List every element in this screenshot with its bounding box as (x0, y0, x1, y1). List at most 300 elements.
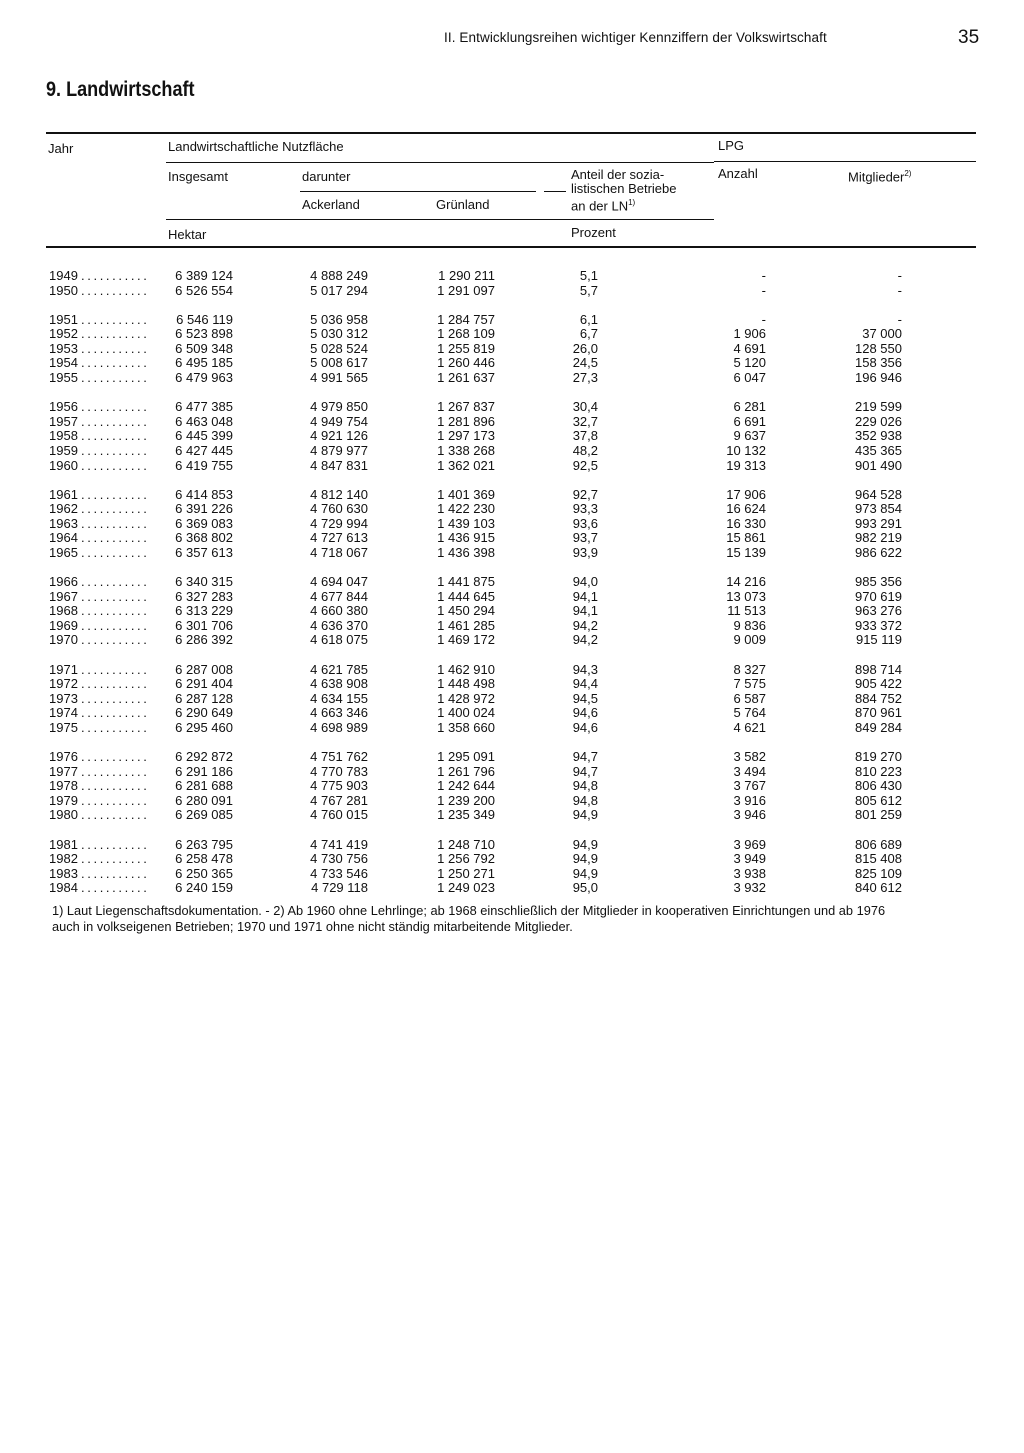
cell-mitglieder: 933 372 (855, 617, 902, 633)
darunter-mark-rule (544, 191, 566, 192)
cell-anteil: 94,2 (572, 617, 598, 633)
table-row (0, 750, 1024, 765)
cell-anteil: 94,5 (572, 690, 598, 706)
cell-anzahl: 15 861 (726, 530, 766, 546)
cell-insgesamt: 6 368 802 (175, 530, 233, 546)
cell-ackerland: 4 698 989 (310, 719, 368, 735)
cell-insgesamt: 6 269 085 (175, 807, 233, 823)
cell-insgesamt: 6 389 124 (175, 268, 233, 283)
cell-anteil: 94,7 (572, 749, 598, 765)
cell-mitglieder: 158 356 (855, 355, 902, 371)
cell-ackerland: 4 888 249 (310, 268, 368, 283)
cell-ackerland: 4 730 756 (310, 851, 368, 867)
cell-ackerland: 4 751 762 (310, 749, 368, 765)
cell-anzahl: - (761, 311, 766, 327)
header-anteil-line2: listischen Betriebe (571, 181, 677, 196)
cell-gruenland: 1 239 200 (437, 792, 495, 808)
cell-ackerland: 4 949 754 (310, 413, 368, 429)
cell-jahr: 1956 . . . (49, 400, 149, 415)
cell-anzahl: 6 047 (733, 370, 766, 386)
cell-anzahl: 5 120 (733, 355, 766, 371)
cell-anzahl: 8 327 (733, 661, 766, 677)
cell-mitglieder: 915 119 (855, 632, 902, 648)
cell-gruenland: 1 249 023 (437, 880, 495, 896)
header-mitglieder (848, 167, 911, 184)
cell-insgesamt: 6 250 365 (175, 865, 233, 881)
running-header: II. Entwicklungsreihen wichtiger Kennziffern der Volkswirtschaft (444, 30, 827, 45)
cell-mitglieder: 805 612 (855, 792, 902, 808)
cell-insgesamt: 6 369 083 (175, 515, 233, 531)
table-row (0, 838, 1024, 853)
cell-insgesamt: 6 477 385 (175, 399, 233, 415)
cell-anzahl: 3 767 (733, 778, 766, 794)
table-head-bottom-rule (46, 246, 976, 248)
cell-mitglieder: 806 430 (855, 778, 902, 794)
cell-mitglieder: 815 408 (855, 851, 902, 867)
cell-anteil: 94,6 (572, 719, 598, 735)
cell-jahr: 1968 . . . (49, 604, 149, 619)
cell-gruenland: 1 401 369 (437, 486, 495, 502)
cell-anteil: 93,6 (572, 515, 598, 531)
cell-mitglieder: 435 365 (855, 442, 902, 458)
cell-anteil: 6,7 (579, 326, 598, 342)
cell-mitglieder: 801 259 (855, 807, 902, 823)
cell-ackerland: 4 770 783 (310, 763, 368, 779)
cell-anteil: 93,7 (572, 530, 598, 546)
header-darunter: darunter (302, 169, 351, 184)
cell-jahr: 1972 . . . (49, 677, 149, 692)
cell-anzahl: 17 906 (726, 486, 766, 502)
table-row (0, 313, 1024, 328)
cell-insgesamt: 6 292 872 (175, 749, 233, 765)
table-row (0, 575, 1024, 590)
cell-jahr: 1973 . . . (49, 692, 149, 707)
cell-ackerland: 4 879 977 (310, 442, 368, 458)
cell-ackerland: 4 638 908 (310, 676, 368, 692)
table-row (0, 867, 1024, 882)
table-row-group (0, 269, 1024, 298)
cell-insgesamt: 6 258 478 (175, 851, 233, 867)
table-row-group (0, 313, 1024, 386)
cell-gruenland: 1 295 091 (437, 749, 495, 765)
cell-mitglieder: 849 284 (855, 719, 902, 735)
cell-insgesamt: 6 509 348 (175, 340, 233, 356)
table-row (0, 881, 1024, 896)
cell-anzahl: 6 281 (733, 399, 766, 415)
table-row (0, 692, 1024, 707)
table-row (0, 371, 1024, 386)
header-gruenland: Grünland (436, 197, 490, 212)
darunter-sub-rule (300, 191, 536, 192)
cell-gruenland: 1 235 349 (437, 807, 495, 823)
header-prozent: Prozent (571, 225, 616, 240)
cell-anteil: 94,2 (572, 632, 598, 648)
cell-anteil: 94,9 (572, 807, 598, 823)
table-row (0, 517, 1024, 532)
cell-insgesamt: 6 523 898 (175, 326, 233, 342)
cell-jahr: 1983 . . . (49, 867, 149, 882)
cell-gruenland: 1 291 097 (437, 282, 495, 298)
cell-jahr: 1982 . . . (49, 852, 149, 867)
cell-anteil: 94,0 (572, 574, 598, 590)
cell-anteil: 5,1 (579, 268, 598, 283)
cell-insgesamt: 6 313 229 (175, 603, 233, 619)
footnote-line2: auch in volkseigenen Betrieben; 1970 und 1971 ohne nicht ständig mitarbeitende Mitglieder. (52, 919, 573, 934)
cell-jahr: 1955 . . . (49, 371, 149, 386)
cell-mitglieder: 219 599 (855, 399, 902, 415)
cell-jahr: 1962 . . . (49, 502, 149, 517)
cell-gruenland: 1 358 660 (437, 719, 495, 735)
cell-insgesamt: 6 479 963 (175, 370, 233, 386)
cell-anzahl: 9 009 (733, 632, 766, 648)
cell-anzahl: 16 330 (726, 515, 766, 531)
cell-anzahl: 14 216 (726, 574, 766, 590)
cell-jahr: 1961 . . . (49, 488, 149, 503)
header-ackerland: Ackerland (302, 197, 360, 212)
cell-insgesamt: 6 495 185 (175, 355, 233, 371)
cell-mitglieder: 352 938 (855, 428, 902, 444)
cell-insgesamt: 6 427 445 (175, 442, 233, 458)
cell-anzahl: 16 624 (726, 501, 766, 517)
table-row-group (0, 488, 1024, 561)
header-insgesamt: Insgesamt (168, 169, 228, 184)
cell-gruenland: 1 255 819 (437, 340, 495, 356)
cell-insgesamt: 6 445 399 (175, 428, 233, 444)
cell-ackerland: 4 767 281 (310, 792, 368, 808)
section-title: 9. Landwirtschaft (46, 78, 195, 101)
cell-mitglieder: 901 490 (855, 457, 902, 473)
cell-gruenland: 1 444 645 (437, 588, 495, 604)
cell-gruenland: 1 422 230 (437, 501, 495, 517)
cell-anzahl: 19 313 (726, 457, 766, 473)
table-row (0, 677, 1024, 692)
header-mitglieder-text: Mitglieder (848, 169, 905, 185)
cell-insgesamt: 6 286 392 (175, 632, 233, 648)
cell-gruenland: 1 261 796 (437, 763, 495, 779)
cell-anzahl: 9 836 (733, 617, 766, 633)
cell-gruenland: 1 338 268 (437, 442, 495, 458)
cell-insgesamt: 6 301 706 (175, 617, 233, 633)
cell-anzahl: - (761, 268, 766, 283)
cell-insgesamt: 6 240 159 (175, 880, 233, 896)
cell-anzahl: 3 969 (733, 836, 766, 852)
cell-anzahl: 1 906 (733, 326, 766, 342)
footnote-line1: 1) Laut Liegenschaftsdokumentation. - 2) Ab 1960 ohne Lehrlinge; ab 1968 einschließlich der Mitglieder in kooperativen Einrichtungen und ab 1976 (52, 903, 886, 918)
cell-ackerland: 4 694 047 (310, 574, 368, 590)
cell-gruenland: 1 297 173 (437, 428, 495, 444)
cell-insgesamt: 6 419 755 (175, 457, 233, 473)
cell-mitglieder: - (897, 268, 902, 283)
cell-gruenland: 1 268 109 (437, 326, 495, 342)
cell-jahr: 1981 . . . (49, 838, 149, 853)
cell-anzahl: 5 764 (733, 705, 766, 721)
footnote-ref-1: 1) (628, 198, 636, 207)
cell-anteil: 24,5 (572, 355, 598, 371)
cell-mitglieder: 810 223 (855, 763, 902, 779)
table-row (0, 488, 1024, 503)
cell-gruenland: 1 469 172 (437, 632, 495, 648)
cell-jahr: 1978 . . . (49, 779, 149, 794)
cell-mitglieder: 229 026 (855, 413, 902, 429)
cell-ackerland: 4 733 546 (310, 865, 368, 881)
cell-gruenland: 1 362 021 (437, 457, 495, 473)
cell-jahr: 1974 . . . (49, 706, 149, 721)
table-row (0, 546, 1024, 561)
header-anzahl: Anzahl (718, 166, 758, 181)
cell-gruenland: 1 261 637 (437, 370, 495, 386)
cell-jahr: 1966 . . . (49, 575, 149, 590)
cell-ackerland: 4 979 850 (310, 399, 368, 415)
cell-jahr: 1949 . . . (49, 269, 149, 284)
cell-anteil: 94,8 (572, 792, 598, 808)
table-row (0, 342, 1024, 357)
cell-anteil: 94,9 (572, 836, 598, 852)
cell-mitglieder: 898 714 (855, 661, 902, 677)
table-row (0, 502, 1024, 517)
cell-insgesamt: 6 291 186 (175, 763, 233, 779)
cell-anteil: 94,9 (572, 851, 598, 867)
table-row (0, 765, 1024, 780)
cell-anteil: 94,7 (572, 763, 598, 779)
cell-gruenland: 1 242 644 (437, 778, 495, 794)
table-row-group (0, 400, 1024, 473)
header-anteil-line3-text: an der LN (571, 198, 629, 214)
nutzflaeche-sub-rule (166, 162, 714, 163)
cell-gruenland: 1 400 024 (437, 705, 495, 721)
cell-gruenland: 1 250 271 (437, 865, 495, 881)
cell-insgesamt: 6 526 554 (175, 282, 233, 298)
cell-ackerland: 5 017 294 (310, 282, 368, 298)
cell-anzahl: 3 949 (733, 851, 766, 867)
footnote-ref-2: 2) (904, 169, 912, 178)
cell-gruenland: 1 436 915 (437, 530, 495, 546)
cell-jahr: 1964 . . . (49, 531, 149, 546)
cell-jahr: 1952 . . . (49, 327, 149, 342)
cell-gruenland: 1 281 896 (437, 413, 495, 429)
cell-mitglieder: - (897, 311, 902, 327)
cell-jahr: 1951 . . . (49, 313, 149, 328)
page-number: 35 (958, 27, 980, 48)
cell-mitglieder: 806 689 (855, 836, 902, 852)
cell-insgesamt: 6 546 119 (176, 311, 233, 327)
cell-mitglieder: 884 752 (855, 690, 902, 706)
header-anteil (571, 168, 677, 213)
table-row (0, 400, 1024, 415)
cell-anteil: 48,2 (572, 442, 598, 458)
table-row (0, 429, 1024, 444)
cell-anzahl: 3 946 (733, 807, 766, 823)
table-row (0, 531, 1024, 546)
cell-gruenland: 1 461 285 (437, 617, 495, 633)
cell-gruenland: 1 428 972 (437, 690, 495, 706)
table-row (0, 356, 1024, 371)
table-row (0, 284, 1024, 299)
cell-ackerland: 4 921 126 (310, 428, 368, 444)
cell-insgesamt: 6 287 128 (175, 690, 233, 706)
cell-jahr: 1965 . . . (49, 546, 149, 561)
cell-anzahl: 6 691 (733, 413, 766, 429)
cell-insgesamt: 6 295 460 (175, 719, 233, 735)
cell-gruenland: 1 462 910 (437, 661, 495, 677)
cell-anzahl: 15 139 (726, 545, 766, 560)
cell-insgesamt: 6 291 404 (175, 676, 233, 692)
cell-gruenland: 1 248 710 (437, 836, 495, 852)
cell-mitglieder: 970 619 (855, 588, 902, 604)
cell-anzahl: - (761, 282, 766, 298)
cell-jahr: 1984 . . . (49, 881, 149, 896)
cell-mitglieder: 964 528 (855, 486, 902, 502)
header-hektar: Hektar (168, 227, 207, 242)
cell-anteil: 94,4 (572, 676, 598, 692)
cell-anteil: 5,7 (579, 282, 598, 298)
cell-ackerland: 4 621 785 (310, 661, 368, 677)
cell-ackerland: 4 634 155 (310, 690, 368, 706)
cell-jahr: 1959 . . . (49, 444, 149, 459)
table-row (0, 459, 1024, 474)
table-row (0, 327, 1024, 342)
cell-ackerland: 4 663 346 (310, 705, 368, 721)
cell-mitglieder: 985 356 (855, 574, 902, 590)
cell-ackerland: 4 991 565 (310, 370, 368, 386)
table-body (0, 269, 1024, 910)
cell-anteil: 94,9 (572, 865, 598, 881)
cell-ackerland: 4 677 844 (310, 588, 368, 604)
table-row-group (0, 575, 1024, 648)
cell-insgesamt: 6 357 613 (175, 545, 233, 560)
cell-jahr: 1980 . . . (49, 808, 149, 823)
header-lpg: LPG (718, 138, 745, 153)
table-row (0, 619, 1024, 634)
cell-gruenland: 1 256 792 (437, 851, 495, 867)
cell-anteil: 93,9 (572, 545, 598, 560)
header-anteil-line1: Anteil der sozia- (571, 167, 665, 182)
cell-insgesamt: 6 290 649 (175, 705, 233, 721)
cell-ackerland: 5 028 524 (310, 340, 368, 356)
cell-ackerland: 4 812 140 (310, 486, 368, 502)
cell-ackerland: 4 727 613 (310, 530, 368, 546)
cell-anteil: 94,3 (572, 661, 598, 677)
lpg-sub-rule (714, 161, 976, 162)
cell-anteil: 92,5 (572, 457, 598, 473)
cell-anzahl: 3 932 (733, 880, 766, 896)
table-top-rule (46, 132, 976, 134)
table-row-group (0, 838, 1024, 896)
cell-anzahl: 4 691 (733, 340, 766, 356)
cell-ackerland: 4 618 075 (310, 632, 368, 648)
cell-anteil: 94,6 (572, 705, 598, 721)
cell-mitglieder: 37 000 (862, 326, 902, 342)
cell-anteil: 26,0 (572, 340, 598, 356)
cell-anzahl: 3 494 (733, 763, 766, 779)
table-row (0, 808, 1024, 823)
cell-anzahl: 11 513 (727, 603, 766, 619)
cell-jahr: 1950 . . . (49, 284, 149, 299)
cell-jahr: 1963 . . . (49, 517, 149, 532)
cell-mitglieder: 870 961 (855, 705, 902, 721)
cell-jahr: 1971 . . . (49, 663, 149, 678)
cell-mitglieder: - (897, 282, 902, 298)
cell-ackerland: 4 760 015 (310, 807, 368, 823)
cell-anteil: 94,8 (572, 778, 598, 794)
cell-mitglieder: 825 109 (855, 865, 902, 881)
cell-jahr: 1957 . . . (49, 415, 149, 430)
cell-anzahl: 9 637 (733, 428, 766, 444)
cell-gruenland: 1 450 294 (437, 603, 495, 619)
cell-gruenland: 1 260 446 (437, 355, 495, 371)
cell-jahr: 1975 . . . (49, 721, 149, 736)
cell-insgesamt: 6 327 283 (175, 588, 233, 604)
cell-jahr: 1979 . . . (49, 794, 149, 809)
cell-ackerland: 4 741 419 (310, 836, 368, 852)
cell-insgesamt: 6 463 048 (175, 413, 233, 429)
cell-anteil: 32,7 (572, 413, 598, 429)
cell-jahr: 1970 . . . (49, 633, 149, 648)
cell-anteil: 94,1 (572, 603, 598, 619)
cell-anzahl: 10 132 (726, 442, 766, 458)
cell-anteil: 30,4 (572, 399, 598, 415)
cell-jahr: 1960 . . . (49, 459, 149, 474)
cell-mitglieder: 840 612 (855, 880, 902, 896)
table-row (0, 721, 1024, 736)
cell-jahr: 1967 . . . (49, 590, 149, 605)
cell-gruenland: 1 436 398 (437, 545, 495, 560)
table-row (0, 444, 1024, 459)
cell-gruenland: 1 284 757 (437, 311, 495, 327)
cell-gruenland: 1 267 837 (437, 399, 495, 415)
table-row (0, 794, 1024, 809)
table-row (0, 663, 1024, 678)
cell-anteil: 37,8 (572, 428, 598, 444)
header-anteil-line3 (571, 196, 677, 213)
header-jahr: Jahr (48, 141, 74, 156)
table-row-group (0, 750, 1024, 823)
cell-anteil: 94,1 (572, 588, 598, 604)
cell-anteil: 6,1 (579, 311, 598, 327)
cell-jahr: 1954 . . . (49, 356, 149, 371)
cell-anzahl: 3 938 (733, 865, 766, 881)
footnote (52, 903, 992, 935)
cell-jahr: 1953 . . . (49, 342, 149, 357)
table-row (0, 269, 1024, 284)
cell-gruenland: 1 290 211 (438, 268, 495, 283)
cell-insgesamt: 6 263 795 (175, 836, 233, 852)
cell-insgesamt: 6 280 091 (175, 792, 233, 808)
cell-insgesamt: 6 340 315 (175, 574, 233, 590)
cell-mitglieder: 905 422 (855, 676, 902, 692)
table-row (0, 779, 1024, 794)
table-row (0, 604, 1024, 619)
cell-jahr: 1976 . . . (49, 750, 149, 765)
cell-jahr: 1958 . . . (49, 429, 149, 444)
cell-mitglieder: 993 291 (855, 515, 902, 531)
cell-anzahl: 3 582 (733, 749, 766, 765)
header-nutzflaeche: Landwirtschaftliche Nutzfläche (168, 139, 344, 154)
cell-gruenland: 1 439 103 (437, 515, 495, 531)
cell-ackerland: 4 729 118 (311, 880, 368, 896)
table-row (0, 590, 1024, 605)
cell-gruenland: 1 448 498 (437, 676, 495, 692)
cell-insgesamt: 6 287 008 (175, 661, 233, 677)
units-top-rule (166, 219, 714, 220)
cell-ackerland: 4 729 994 (310, 515, 368, 531)
cell-ackerland: 4 760 630 (310, 501, 368, 517)
cell-mitglieder: 982 219 (855, 530, 902, 546)
cell-anteil: 27,3 (572, 370, 598, 386)
cell-gruenland: 1 441 875 (437, 574, 495, 590)
cell-anteil: 95,0 (572, 880, 598, 896)
cell-ackerland: 4 636 370 (310, 617, 368, 633)
cell-insgesamt: 6 281 688 (175, 778, 233, 794)
